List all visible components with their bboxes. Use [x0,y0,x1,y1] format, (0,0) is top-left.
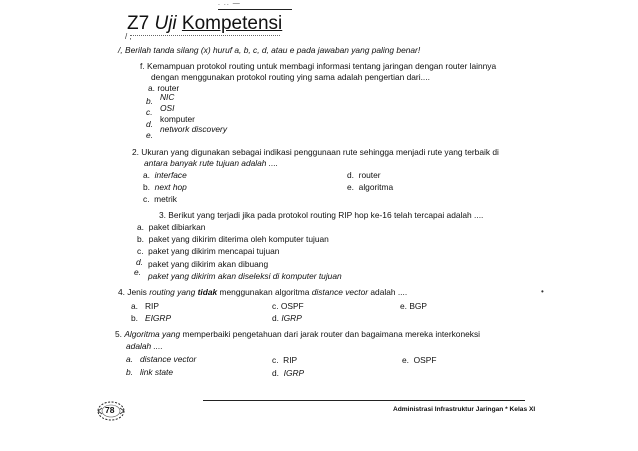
title-rest: Kompetensi [181,13,283,34]
q5-option-d [272,368,304,378]
q4-line1 [118,287,407,297]
option-text: router [358,170,381,180]
q4-option-d [272,313,302,323]
q5-option-b [126,367,173,377]
top-rule [218,9,292,10]
q4-option-a [131,301,159,311]
q3-option-b [137,234,329,244]
option-letter: d. [272,313,279,323]
option-letter: e. [347,182,354,192]
q4-yang: yang [177,287,196,297]
q1-option-c-text: OSI [160,103,175,113]
q2-option-d [347,170,381,180]
option-text: paket yang dikirim mencapai tujuan [148,246,280,256]
q1-option-b-text: NIC [160,92,175,102]
option-letter: c. [272,355,279,365]
title-mark: / , [125,32,132,41]
footer-rule [203,400,525,401]
q4-prefix: 4. Jenis [118,287,147,297]
q3-option-e-text: paket yang dikirim akan diseleksi di komputer tujuan [148,271,342,281]
q1-option-d-text: komputer [160,114,195,124]
option-letter: e. [400,301,407,311]
q5-prefix: 5. [115,329,122,339]
q1-option-e-letter: e. [146,130,153,140]
top-mark: . .. — [218,0,241,7]
q2-line1: 2. Ukuran yang digunakan sebagai indikasi penggunaan rute sehingga menjadi rute yang terbaik di [132,147,499,157]
option-letter: a. [143,170,150,180]
option-letter: c. [272,301,279,311]
q1-option-b-letter: b. [146,96,153,106]
q2-option-a [143,170,187,180]
q3-line1: 3. Berikut yang terjadi jika pada protokol routing RIP hop ke-16 telah tercapai adalah .... [159,210,484,220]
option-text: interface [154,170,187,180]
option-text: IGRP [283,368,305,378]
option-letter: a. [137,222,144,232]
instruction: /, Berilah tanda silang (x) huruf a, b, c, d, atau e pada jawaban yang paling benar! [118,45,421,55]
option-letter: c. [137,246,144,256]
option-text: paket yang dikirim diterima oleh komputer tujuan [148,234,329,244]
footer-text: Administrasi Infrastruktur Jaringan * Kelas XI [393,406,536,413]
option-text: router [157,83,180,93]
margin-mark: • [541,287,544,296]
q3-option-c [137,246,279,256]
option-text: algoritma [358,182,394,192]
title-prefix: Z7 [127,13,150,34]
q5-line1 [115,329,480,339]
page-number: 78 [105,405,115,415]
q5-italic: Algoritma yang [124,329,181,339]
q4-option-b [131,313,171,323]
q1-option-e-text: network discovery [160,124,228,134]
q3-option-a [137,222,205,232]
q3-option-d-text: paket yang dikirim akan dibuang [148,259,269,269]
option-text: OSPF [280,301,304,311]
option-text: link state [139,367,174,377]
option-letter: b. [131,313,138,323]
q1-option-c-letter: c. [146,107,153,117]
option-text: EIGRP [144,313,172,323]
option-letter: b. [137,234,144,244]
q3-option-e-letter: e. [134,267,141,277]
option-text: paket dibiarkan [148,222,206,232]
q2-option-e [347,182,393,192]
option-text: BGP [409,301,428,311]
title-rule [130,35,280,36]
q3-option-d-letter: d. [136,257,143,267]
q4-tidak: tidak [197,287,218,297]
option-letter: b. [126,367,133,377]
q4-option-e [400,301,427,311]
q5-option-e [402,355,436,365]
option-text: distance vector [139,354,197,364]
option-letter: e. [402,355,409,365]
q4-suffix: adalah .... [370,287,408,297]
option-text: RIP [283,355,298,365]
q5-line2: adalah .... [126,341,163,351]
q5-rest: memperbaiki pengetahuan dari jarak router dan bagaimana mereka interkoneksi [182,329,481,339]
page-number-badge [96,400,126,422]
q1-line1 [140,61,496,71]
q5-option-c [272,355,297,365]
option-letter: d. [272,368,279,378]
q1-text: Kemampuan protokol routing untuk membagi informasi tentang jaringan dengan router lainnya [146,61,497,71]
q2-option-b [143,182,187,192]
q1-option-d-letter: d. [146,119,153,129]
option-text: OSPF [413,355,437,365]
option-text: IGRP [281,313,302,323]
q5-option-a [126,354,196,364]
q4-distance-vector: distance vector [311,287,369,297]
title-italic: Uji [154,13,177,34]
option-letter: d. [347,170,354,180]
option-letter: a. [131,301,138,311]
option-text: next hop [154,182,187,192]
q4-option-c [272,301,304,311]
option-letter: a. [126,354,133,364]
option-letter: c. [143,194,150,204]
q4-routing: routing [149,287,175,297]
q4-middle: menggunakan algoritma [219,287,310,297]
option-letter: a. [148,83,155,93]
option-text: RIP [144,301,159,311]
q2-line2: antara banyak rute tujuan adalah .... [144,158,279,168]
q1-number: f. [140,61,145,71]
option-letter: b. [143,182,150,192]
option-text: metrik [154,194,177,204]
q1-line2: dengan menggunakan protokol routing ying sama adalah pengertian dari.... [151,72,430,82]
q2-option-c [143,194,177,204]
page-title [127,13,282,35]
